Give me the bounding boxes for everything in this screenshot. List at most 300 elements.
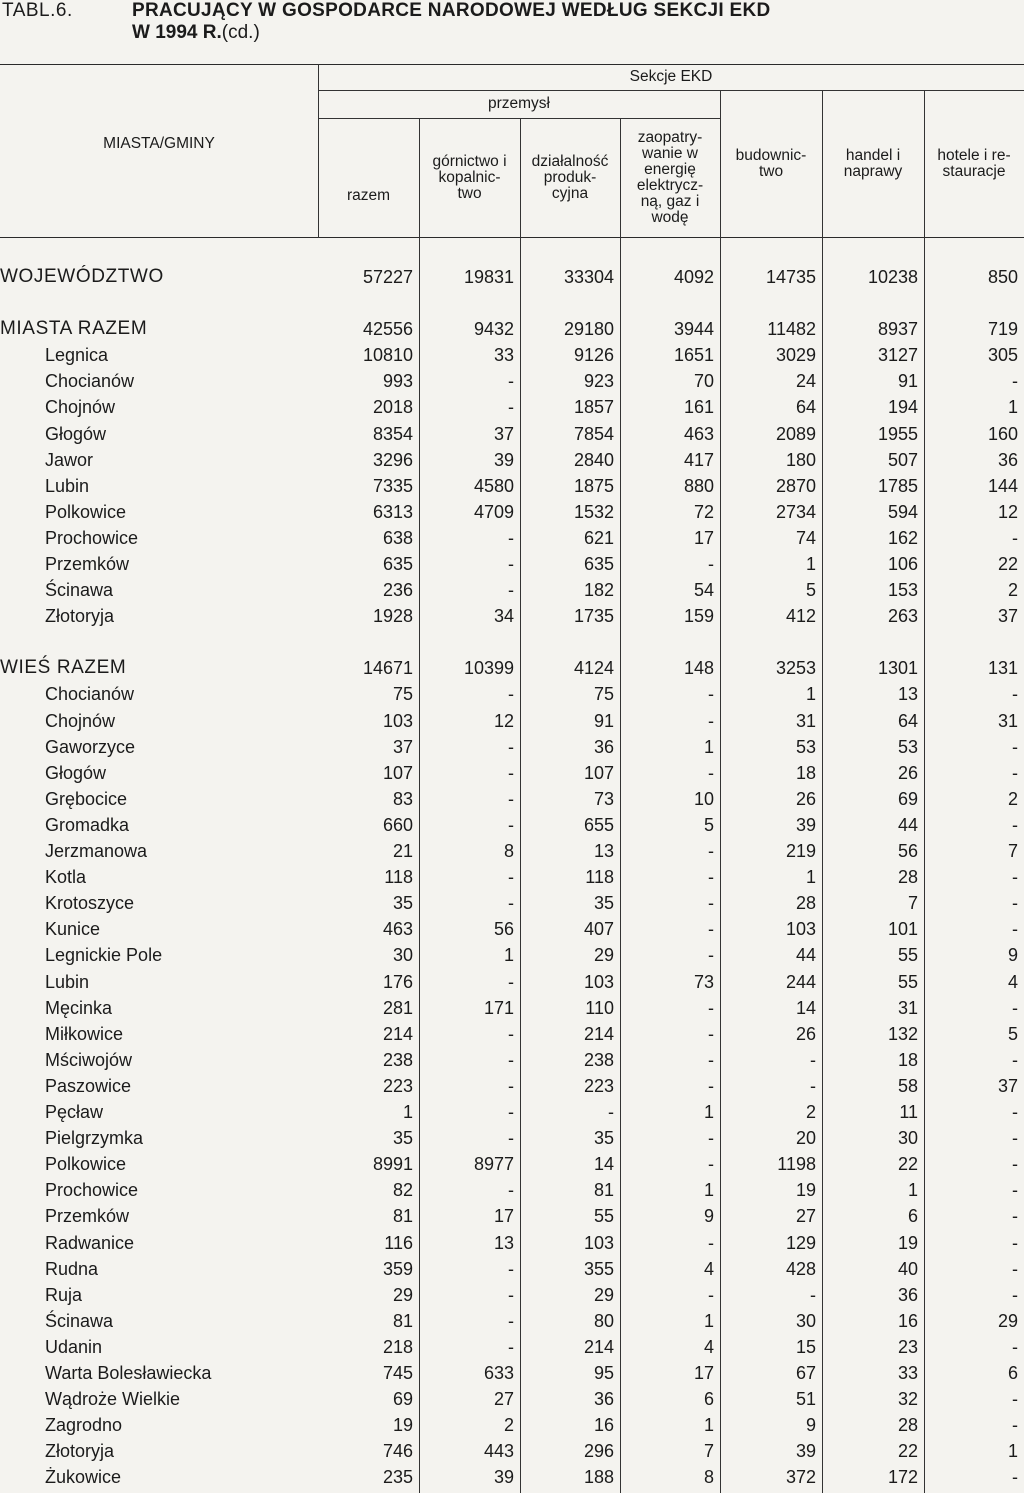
table-row (0, 708, 1024, 734)
row-cell: 39 (795, 1441, 816, 1462)
row-cell: 2840 (573, 449, 614, 470)
row-name: Lubin (45, 475, 90, 496)
row-cell: - (1012, 1284, 1018, 1305)
row-cell: 1 (402, 1102, 413, 1122)
row-cell: 53 (897, 736, 918, 757)
row-cell: 10810 (362, 345, 413, 366)
row-cell: 35 (392, 893, 413, 914)
row-cell: 655 (583, 814, 614, 835)
row-cell: 162 (887, 527, 918, 548)
row-cell: 1 (805, 554, 816, 574)
row-cell: 75 (392, 684, 413, 705)
row-name: Chocianów (45, 371, 135, 392)
row-cell: 18 (795, 762, 816, 783)
row-cell: - (1012, 684, 1018, 705)
row-cell: 463 (382, 919, 413, 940)
row-cell: - (1012, 1180, 1018, 1201)
row-cell: 238 (382, 1049, 413, 1070)
row-cell: 14735 (765, 267, 816, 287)
row-name: Kotla (45, 867, 87, 888)
table-row (0, 1464, 1024, 1490)
row-cell: 223 (382, 1075, 413, 1096)
row-cell: 16 (897, 1310, 918, 1331)
row-name: Jawor (45, 449, 94, 470)
row-cell: - (1012, 1206, 1018, 1227)
row-cell: 27 (493, 1389, 514, 1410)
subtitle-year: W 1994 R. (132, 22, 222, 43)
table-row (0, 1282, 1024, 1308)
row-cell: 11482 (767, 319, 816, 340)
row-name: Mściwojów (45, 1049, 133, 1070)
row-cell: 850 (987, 267, 1018, 287)
row-name: Polkowice (45, 501, 127, 522)
row-cell: 1 (907, 1180, 918, 1201)
row-cell: 116 (384, 1232, 413, 1253)
row-cell: 160 (987, 423, 1018, 444)
row-cell: - (1012, 762, 1018, 783)
row-cell: 55 (593, 1206, 614, 1227)
row-cell: - (1012, 919, 1018, 940)
row-cell: 13 (897, 684, 918, 705)
row-cell: 13 (493, 1232, 514, 1253)
row-cell: 14 (795, 997, 816, 1018)
row-cell: 3253 (775, 658, 816, 679)
row-cell: 70 (693, 371, 714, 392)
row-cell: 26 (795, 1023, 816, 1044)
row-cell: - (708, 554, 714, 574)
row-cell: 16 (593, 1415, 614, 1436)
row-cell: - (508, 580, 514, 601)
row-cell: 33304 (563, 267, 614, 287)
row-cell: 29 (392, 1284, 413, 1305)
row-cell: - (508, 1284, 514, 1305)
row-cell: - (508, 527, 514, 548)
row-cell: - (1012, 1389, 1018, 1410)
row-name: Żukowice (45, 1467, 122, 1488)
table-number: TABL.6. (2, 0, 73, 21)
row-cell: 1 (703, 1415, 714, 1436)
industry-rule (318, 118, 720, 119)
row-cell: - (708, 945, 714, 966)
row-cell: 4092 (673, 267, 714, 287)
row-cell: - (1012, 1232, 1018, 1253)
row-name: Złotoryja (45, 606, 115, 627)
row-cell: 83 (392, 788, 413, 809)
row-name: Ścinawa (45, 580, 114, 601)
table-row (0, 1099, 1024, 1125)
row-cell: 81 (392, 1206, 413, 1227)
row-cell: - (810, 1049, 816, 1070)
row-cell: 72 (693, 501, 714, 522)
row-cell: 64 (897, 710, 918, 731)
row-cell: 32 (897, 1389, 918, 1410)
row-cell: 8937 (877, 319, 918, 340)
row-cell: 28 (897, 867, 918, 888)
row-cell: 22 (897, 1441, 918, 1462)
row-cell: - (508, 736, 514, 757)
row-cell: 218 (382, 1336, 413, 1357)
row-cell: 44 (795, 945, 816, 966)
row-cell: 1 (1007, 1441, 1018, 1462)
row-cell: - (708, 867, 714, 888)
row-cell: 3944 (673, 319, 714, 340)
group-row (0, 264, 1024, 290)
row-cell: 745 (382, 1363, 413, 1383)
row-name: MIASTA RAZEM (0, 318, 148, 340)
row-cell: - (1012, 1467, 1018, 1488)
row-cell: 1857 (573, 397, 614, 418)
row-name: Złotoryja (45, 1441, 115, 1462)
row-cell: 17 (493, 1206, 514, 1227)
table-subtitle (132, 22, 260, 44)
row-cell: - (1012, 814, 1018, 835)
row-name: Głogów (45, 423, 107, 444)
row-cell: 993 (382, 371, 413, 392)
row-cell: 236 (382, 580, 413, 601)
row-cell: 9 (703, 1206, 714, 1227)
table-row (0, 1125, 1024, 1151)
row-cell: 171 (483, 997, 514, 1018)
row-name: Warta Bolesławiecka (45, 1363, 212, 1383)
col-header-hotele: hotele i re- stauracje (937, 147, 1011, 180)
row-cell: 4 (703, 1258, 714, 1279)
row-cell: - (1012, 1336, 1018, 1357)
row-cell: - (1012, 1154, 1018, 1175)
table-row (0, 1256, 1024, 1282)
row-cell: 75 (593, 684, 614, 705)
row-cell: 95 (593, 1363, 614, 1383)
row-cell: 17 (693, 1363, 714, 1383)
row-cell: - (508, 1023, 514, 1044)
row-cell: 101 (887, 919, 918, 940)
row-cell: 36 (897, 1284, 918, 1305)
row-cell: 223 (583, 1075, 614, 1096)
table-row (0, 995, 1024, 1021)
row-name: Legnickie Pole (45, 945, 163, 966)
row-cell: 594 (887, 501, 918, 522)
row-name: Rudna (45, 1258, 99, 1279)
row-cell: 91 (593, 710, 614, 731)
row-cell: 443 (483, 1441, 514, 1462)
row-cell: 1 (703, 1180, 714, 1201)
row-cell: 35 (593, 893, 614, 914)
row-cell: 107 (382, 762, 413, 783)
row-cell: 263 (887, 606, 918, 627)
row-cell: 1 (805, 684, 816, 705)
row-cell: 67 (795, 1363, 816, 1383)
row-name: Ruja (45, 1284, 83, 1305)
row-cell: 39 (795, 814, 816, 835)
row-name: Lubin (45, 971, 90, 992)
row-cell: 1785 (877, 475, 918, 496)
row-name: Miłkowice (45, 1023, 124, 1044)
table-row (0, 525, 1024, 551)
row-cell: 6 (907, 1206, 918, 1227)
row-cell: - (708, 762, 714, 783)
row-cell: 37 (392, 736, 413, 757)
row-cell: - (1012, 736, 1018, 757)
row-cell: 1198 (777, 1154, 816, 1175)
row-cell: 14671 (362, 658, 413, 679)
row-name: Przemków (45, 1206, 130, 1227)
row-cell: 82 (392, 1180, 413, 1201)
row-cell: - (708, 841, 714, 861)
row-cell: 15 (795, 1336, 816, 1357)
sections-rule (318, 90, 1024, 91)
row-cell: 3029 (775, 345, 816, 366)
row-cell: 11 (899, 1102, 918, 1122)
row-cell: - (508, 554, 514, 574)
row-cell: 7854 (573, 423, 614, 444)
row-cell: 40 (897, 1258, 918, 1279)
row-cell: - (708, 893, 714, 914)
row-cell: - (508, 814, 514, 835)
row-cell: 36 (997, 449, 1018, 470)
row-cell: 238 (583, 1049, 614, 1070)
table-row (0, 786, 1024, 812)
table-row (0, 969, 1024, 995)
row-cell: 36 (593, 736, 614, 757)
row-cell: 372 (785, 1467, 816, 1488)
row-name: Gaworzyce (45, 736, 136, 757)
row-cell: 13 (593, 841, 614, 861)
row-cell: 412 (785, 606, 816, 627)
row-cell: - (1012, 527, 1018, 548)
group-row (0, 316, 1024, 342)
row-cell: - (508, 397, 514, 418)
row-cell: - (1012, 1102, 1018, 1122)
row-cell: - (708, 1049, 714, 1070)
row-cell: 81 (593, 1180, 614, 1201)
row-cell: 1928 (372, 606, 413, 627)
table-row (0, 734, 1024, 760)
row-cell: 33 (897, 1363, 918, 1383)
col-header-zaopatrywanie: zaopatry- wanie w energię elektrycz- ną, gaz i wodę (636, 129, 704, 226)
row-cell: - (508, 1180, 514, 1201)
row-cell: 1 (503, 945, 514, 966)
row-cell: 159 (683, 606, 714, 627)
row-cell: 74 (795, 527, 816, 548)
row-cell: - (508, 684, 514, 705)
row-cell: - (708, 1232, 714, 1253)
row-cell: 80 (593, 1310, 614, 1331)
row-cell: 23 (897, 1336, 918, 1357)
row-cell: 64 (795, 397, 816, 418)
row-cell: 148 (683, 658, 714, 679)
row-cell: 633 (483, 1363, 514, 1383)
table-row (0, 681, 1024, 707)
row-cell: 355 (583, 1258, 614, 1279)
row-cell: 103 (785, 919, 816, 940)
row-cell: 5 (1007, 1023, 1018, 1044)
row-cell: 2870 (775, 475, 816, 496)
col-header-handel: handel i naprawy (843, 147, 903, 180)
row-name: Paszowice (45, 1075, 132, 1096)
row-cell: 1301 (877, 658, 918, 679)
row-cell: 2 (805, 1102, 816, 1122)
row-cell: 37 (997, 606, 1018, 627)
row-name: Polkowice (45, 1154, 127, 1175)
row-cell: 1735 (573, 606, 614, 627)
row-cell: 57227 (362, 267, 413, 287)
row-cell: 359 (382, 1258, 413, 1279)
row-cell: 507 (887, 449, 918, 470)
row-cell: 4124 (573, 658, 614, 679)
table-row (0, 1308, 1024, 1334)
row-cell: 172 (887, 1467, 918, 1488)
row-cell: 9 (805, 1415, 816, 1436)
table-row (0, 1203, 1024, 1229)
row-cell: 34 (493, 606, 514, 627)
table-row (0, 551, 1024, 577)
row-cell: - (508, 1102, 514, 1122)
row-cell: - (508, 371, 514, 392)
row-cell: - (810, 1284, 816, 1305)
col-header-razem: razem (346, 187, 391, 204)
row-cell: 56 (897, 841, 918, 861)
row-cell: - (508, 1049, 514, 1070)
row-cell: - (1012, 997, 1018, 1018)
row-cell: 22 (997, 554, 1018, 574)
row-cell: 7 (907, 893, 918, 914)
row-name: Chocianów (45, 684, 135, 705)
row-cell: 5 (703, 814, 714, 835)
row-cell: - (708, 710, 714, 731)
row-cell: - (508, 762, 514, 783)
row-name: Ścinawa (45, 1310, 114, 1331)
table-row (0, 1360, 1024, 1386)
row-cell: 37 (997, 1075, 1018, 1096)
table-title (0, 0, 1024, 60)
row-cell: 69 (392, 1389, 413, 1410)
row-cell: - (708, 1284, 714, 1305)
header-top-rule (0, 64, 1024, 65)
row-cell: 923 (583, 371, 614, 392)
row-cell: 746 (382, 1441, 413, 1462)
row-cell: 2 (1007, 788, 1018, 809)
row-cell: 106 (887, 554, 918, 574)
table-row (0, 473, 1024, 499)
row-cell: 56 (493, 919, 514, 940)
row-cell: 660 (382, 814, 413, 835)
row-cell: - (508, 971, 514, 992)
row-cell: - (810, 1075, 816, 1096)
row-name: Prochowice (45, 527, 139, 548)
table-row (0, 368, 1024, 394)
row-cell: - (1012, 1128, 1018, 1149)
row-cell: 3127 (877, 345, 918, 366)
row-cell: 4 (703, 1336, 714, 1357)
row-cell: 1 (703, 1310, 714, 1331)
row-name: Gromadka (45, 814, 130, 835)
row-cell: 7335 (372, 475, 413, 496)
row-cell: 30 (795, 1310, 816, 1331)
row-cell: 42556 (362, 319, 413, 340)
row-name: Prochowice (45, 1180, 139, 1201)
row-name: Chojnów (45, 710, 116, 731)
row-cell: 9 (1007, 945, 1018, 966)
row-cell: 91 (897, 371, 918, 392)
row-cell: 17 (693, 527, 714, 548)
row-cell: 107 (583, 762, 614, 783)
row-cell: - (508, 893, 514, 914)
row-cell: 58 (897, 1075, 918, 1096)
row-cell: 14 (593, 1154, 614, 1175)
row-cell: - (508, 867, 514, 888)
row-cell: - (508, 1075, 514, 1096)
col-header-gornictwo: górnictwo i kopalnic- two (432, 153, 507, 202)
row-cell: 19 (392, 1415, 413, 1436)
row-cell: 244 (785, 971, 816, 992)
row-cell: - (608, 1102, 614, 1122)
row-cell: 39 (493, 1467, 514, 1488)
row-cell: - (708, 919, 714, 940)
row-cell: 621 (583, 527, 614, 548)
row-cell: 7 (1007, 841, 1018, 861)
row-cell: 8991 (372, 1154, 413, 1175)
row-cell: 53 (795, 736, 816, 757)
row-cell: 296 (583, 1441, 614, 1462)
row-cell: 219 (785, 841, 816, 861)
row-cell: 73 (593, 788, 614, 809)
row-cell: 19831 (463, 267, 514, 287)
row-cell: 635 (382, 554, 413, 574)
row-cell: - (708, 1023, 714, 1044)
row-cell: 10 (693, 788, 714, 809)
row-cell: 4580 (473, 475, 514, 496)
row-cell: 635 (583, 554, 614, 574)
row-cell: - (1012, 1049, 1018, 1070)
row-cell: 463 (683, 423, 714, 444)
row-cell: 5 (805, 580, 816, 601)
row-cell: 103 (382, 710, 413, 731)
row-cell: 2 (503, 1415, 514, 1436)
table-row (0, 421, 1024, 447)
row-cell: 33 (493, 345, 514, 366)
table-row (0, 838, 1024, 864)
row-cell: 19 (795, 1180, 816, 1201)
row-cell: 428 (785, 1258, 816, 1279)
row-cell: 194 (887, 397, 918, 418)
row-cell: - (1012, 1415, 1018, 1436)
row-cell: 880 (683, 475, 714, 496)
row-cell: 12 (493, 710, 514, 731)
row-cell: 719 (987, 319, 1018, 340)
row-cell: 1 (1007, 397, 1018, 418)
row-cell: 144 (987, 475, 1018, 496)
row-name: Grębocice (45, 788, 128, 809)
row-cell: - (708, 1154, 714, 1175)
row-cell: 132 (887, 1023, 918, 1044)
row-cell: 19 (897, 1232, 918, 1253)
row-cell: 9126 (573, 345, 614, 366)
row-cell: 12 (997, 501, 1018, 522)
row-name: Wądroże Wielkie (45, 1389, 181, 1410)
row-cell: 8 (703, 1467, 714, 1488)
row-cell: - (708, 1128, 714, 1149)
table-row (0, 447, 1024, 473)
table-title-text: PRACUJĄCY W GOSPODARCE NARODOWEJ WEDŁUG SEKCJI EKD (132, 0, 771, 21)
row-cell: 1 (703, 736, 714, 757)
subtitle-note: (cd.) (221, 22, 260, 43)
row-cell: 2018 (372, 397, 413, 418)
row-cell: 35 (392, 1128, 413, 1149)
row-cell: 214 (583, 1336, 614, 1357)
row-cell: - (1012, 1258, 1018, 1279)
row-cell: 7 (703, 1441, 714, 1462)
row-cell: 26 (795, 788, 816, 809)
row-name: Pielgrzymka (45, 1128, 144, 1149)
